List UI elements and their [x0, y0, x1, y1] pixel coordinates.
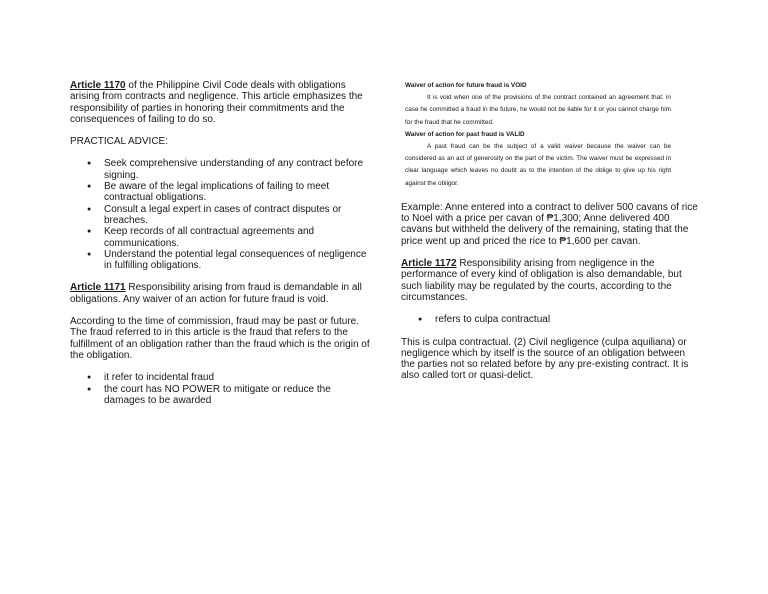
future-fraud-heading: Waiver of action for future fraud is VOID — [405, 82, 527, 89]
future-fraud-text: It is void when one of the provisions of the contract contained an agreement that: in case he committed a fraud in the future, he would not be liable for it or you cannot charge him for the fraud that he committed. — [405, 94, 671, 126]
article-1170-heading: Article 1170 — [70, 80, 126, 91]
culpa-list — [401, 314, 701, 325]
article-1170-text: of the Philippine Civil Code deals with obligations arising from contracts and negligence. This article emphasizes the responsibility of parties in honoring their commitments and the consequences of failing to do so. — [70, 80, 363, 125]
list-item: ● refers to culpa contractual — [401, 314, 701, 325]
list-item: ● Seek comprehensive understanding of any contract before signing. — [70, 158, 370, 181]
article-1172-text: Responsibility arising from negligence in the performance of every kind of obligation is also demandable, but such liability may be regulated by the courts, according to the circumstances. — [401, 258, 682, 303]
article-1172-paragraph — [401, 258, 701, 303]
list-item: ● Be aware of the legal implications of failing to meet contractual obligations. — [70, 181, 370, 204]
article-1171-heading: Article 1171 — [70, 282, 126, 294]
fraud-commission-paragraph: According to the time of commission, fraud may be past or future. The fraud referred to in this article is the fraud that refers to the fulfillment of an obligation rather than the fraud which is the origin of the obligation. — [70, 316, 370, 361]
list-item: ● Keep records of all contractual agreements and communications. — [70, 226, 370, 249]
past-fraud-heading: Waiver of action for past fraud is VALID — [405, 130, 525, 138]
fraud-list — [70, 372, 370, 406]
list-item: ● it refer to incidental fraud — [70, 372, 370, 383]
list-item: ● Understand the potential legal consequences of negligence in fulfilling obligations. — [70, 249, 370, 272]
article-1172-heading: Article 1172 — [401, 258, 457, 270]
article-1171-paragraph — [70, 282, 370, 305]
article-1171-text: Responsibility arising from fraud is demandable in all obligations. Any waiver of an action for future fraud is void. — [70, 282, 362, 305]
past-fraud-text: A past fraud can be the subject of a valid waiver because the waiver can be considered as an act of generosity on the part of the victim. The waiver must be expressed in clear language which leaves no doubt as to the intention of the oblige to give up his right against the obligor. — [405, 143, 671, 187]
list-item: ● Consult a legal expert in cases of contract disputes or breaches. — [70, 204, 370, 227]
article-1170-paragraph — [70, 80, 370, 125]
practical-advice-heading: PRACTICAL ADVICE: — [70, 136, 168, 148]
right-column — [401, 80, 701, 382]
practical-advice-list — [70, 158, 370, 271]
fraud-waiver-excerpt — [401, 80, 701, 190]
list-item: ● the court has NO POWER to mitigate or reduce the damages to be awarded — [70, 384, 370, 407]
example-paragraph: Example: Anne entered into a contract to deliver 500 cavans of rice to Noel with a price per cavan of ₱1,300; Anne delivered 400 cavans but withheld the delivery of the remaining, stating that the price went up and priced the rice to ₱1,600 per cavan. — [401, 201, 698, 247]
culpa-paragraph: This is culpa contractual. (2) Civil negligence (culpa aquiliana) or negligence which by itself is the source of an obligation between the parties not so related before by any pre-existing contract. It is also called tort or quasi-delict. — [401, 336, 689, 382]
left-column — [70, 80, 370, 406]
